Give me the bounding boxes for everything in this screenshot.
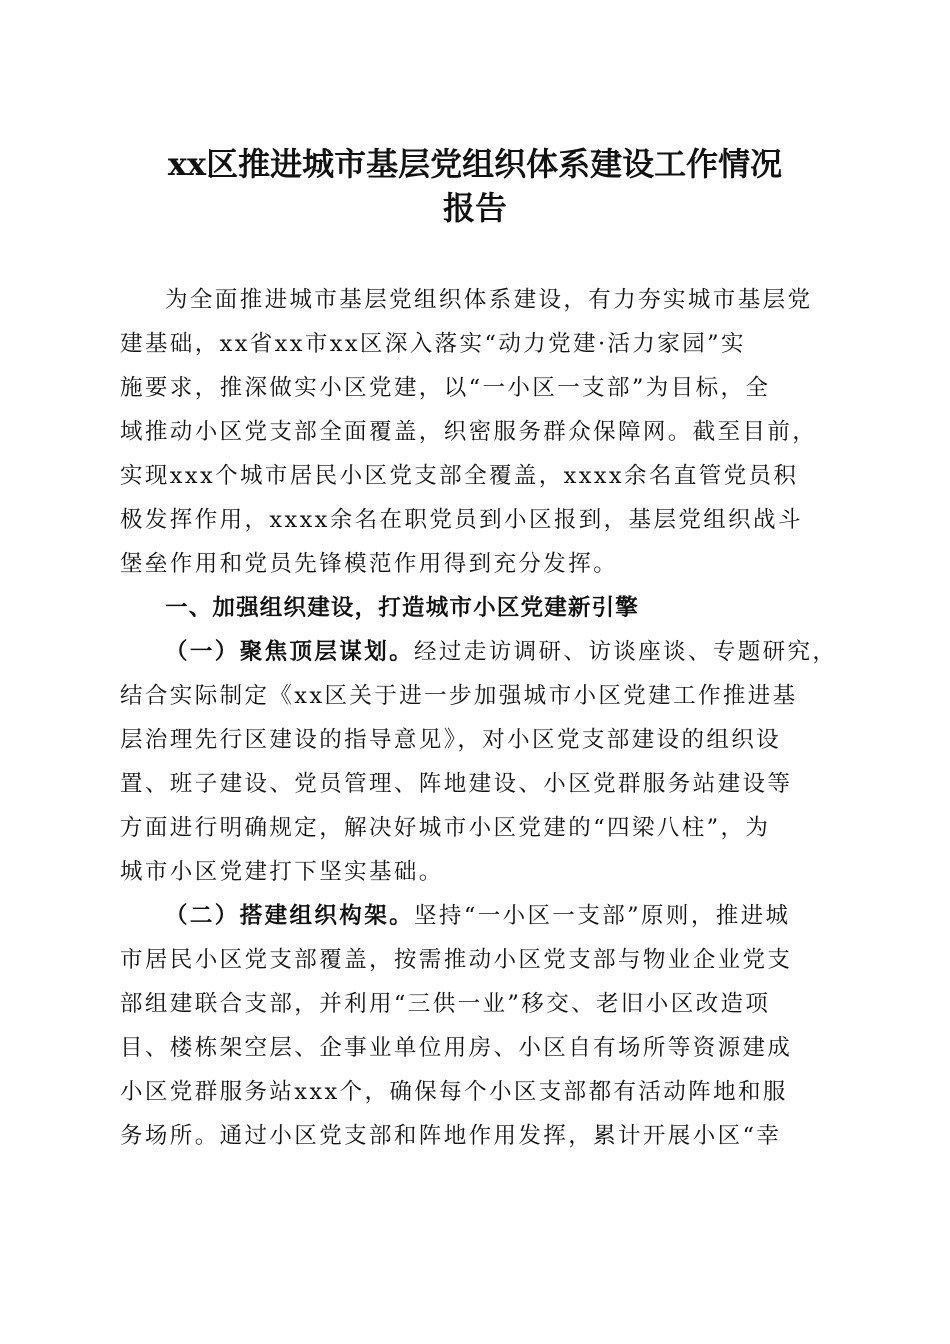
section-heading: 一、加强组织建设，打造城市小区党建新引擎 [165, 595, 640, 621]
paragraph-line: 为全面推进城市基层党组织体系建设，有力夯实城市基层党 [165, 287, 813, 313]
paragraph-line: 域推动小区党支部全面覆盖，织密服务群众保障网。截至目前， [120, 419, 818, 445]
paragraph-line [120, 894, 840, 938]
paragraph-line: 实现xxx个城市居民小区党支部全覆盖，xxxx余名直管党员积 [120, 463, 799, 489]
paragraph-line: 极发挥作用，xxxx余名在职党员到小区报到，基层党组织战斗 [120, 507, 803, 533]
document-body [120, 278, 840, 1158]
document-title-line-1: xx区推进城市基层党组织体系建设工作情况 [167, 145, 783, 183]
paragraph-line: 层治理先行区建设的指导意见》，对小区党支部建设的组织设 [120, 727, 782, 753]
paragraph-line: 施要求，推深做实小区党建，以“一小区一支部”为目标，全 [120, 375, 771, 401]
paragraph-line: 务场所。通过小区党支部和阵地作用发挥，累计开展小区“幸 [120, 1123, 782, 1149]
subsection-lead: （一）聚焦顶层谋划。 [165, 639, 415, 665]
paragraph-line [120, 630, 840, 674]
paragraph-line: 小区党群服务站xxx个，确保每个小区支部都有活动阵地和服 [120, 1079, 788, 1105]
paragraph-text: 经过走访调研、访谈座谈、专题研究， [414, 639, 838, 665]
paragraph-line: 部组建联合支部，并利用“三供一业”移交、老旧小区改造项 [120, 991, 771, 1017]
paragraph-line: 置、班子建设、党员管理、阵地建设、小区党群服务站建设等 [120, 771, 793, 797]
paragraph-line: 结合实际制定《xx区关于进一步加强城市小区党建工作推进基 [120, 683, 798, 709]
paragraph-line: 城市小区党建打下坚实基础。 [120, 859, 444, 885]
document-title-line-2: 报告 [442, 189, 507, 227]
subsection-lead: （二）搭建组织构架。 [165, 903, 415, 929]
paragraph-line: 方面进行明确规定，解决好城市小区党建的“四梁八柱”，为 [120, 815, 771, 841]
intro-paragraph [120, 278, 840, 586]
subsection-paragraph-2 [120, 894, 840, 1158]
paragraph-line: 市居民小区党支部覆盖，按需推动小区党支部与物业企业党支 [120, 947, 793, 973]
paragraph-line: 建基础，xx省xx市xx区深入落实“动力党建·活力家园”实 [120, 331, 746, 357]
paragraph-line: 堡垒作用和党员先锋模范作用得到充分发挥。 [120, 551, 619, 577]
paragraph-text: 坚持“一小区一支部”原则，推进城 [414, 903, 791, 929]
paragraph-line: 目、楼栋架空层、企事业单位用房、小区自有场所等资源建成 [120, 1035, 793, 1061]
subsection-paragraph-1 [120, 630, 840, 894]
